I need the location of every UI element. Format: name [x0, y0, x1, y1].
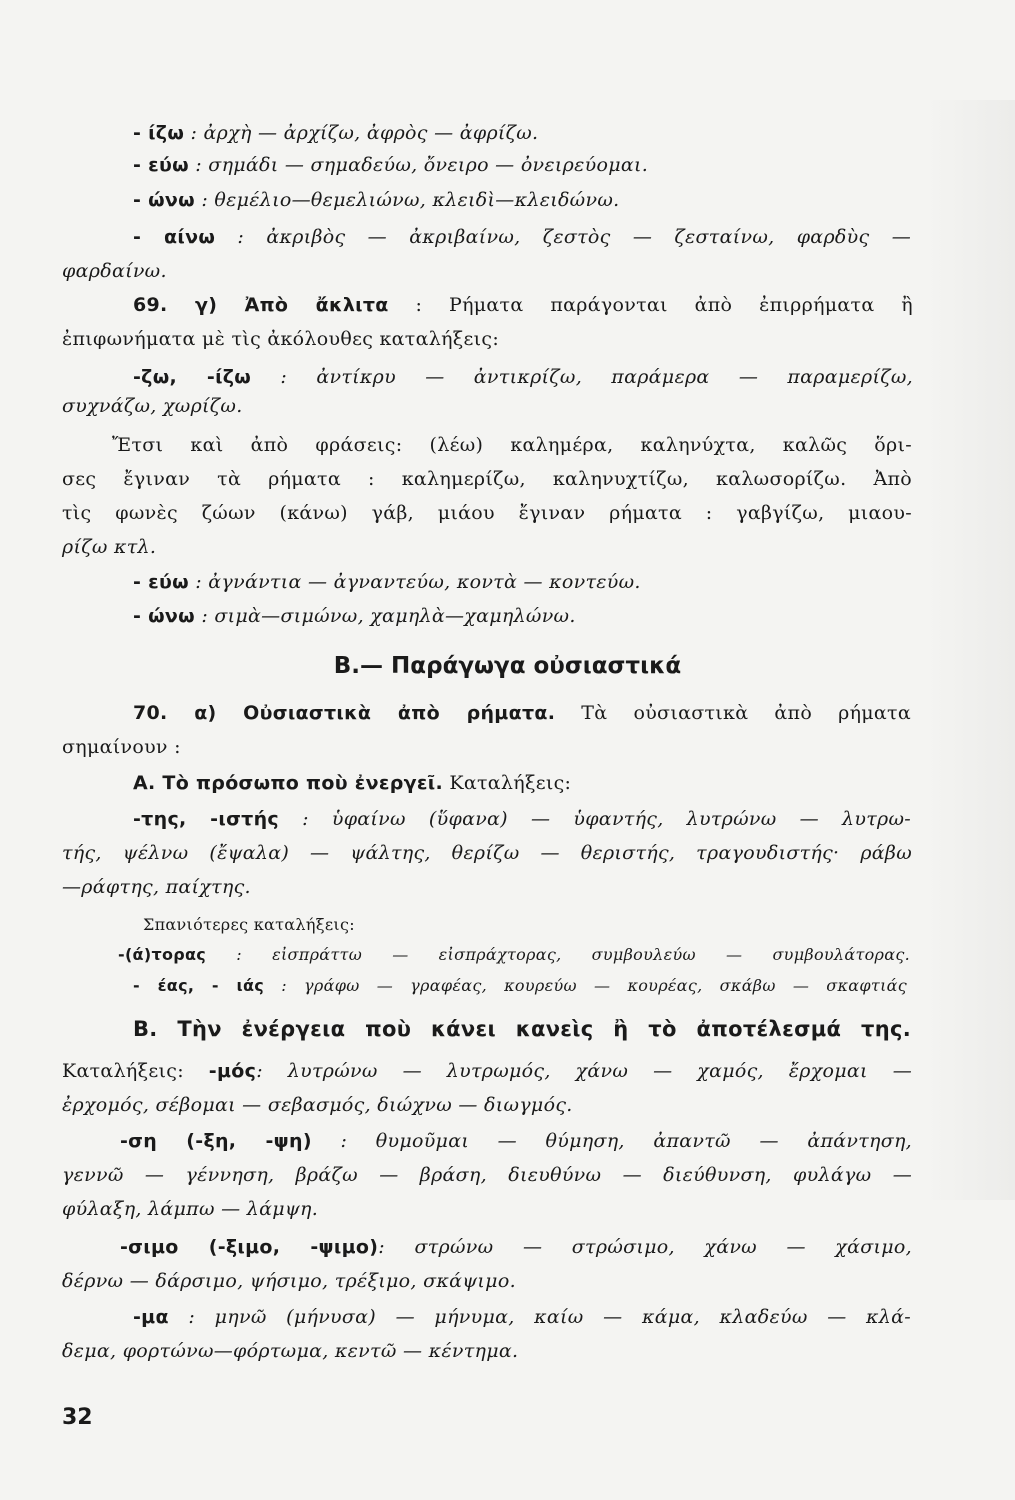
text-line: -της, -ιστής : ὑφαίνω (ὕφανα) — ὑφαντής, λυτρώνω — λυτρω-	[133, 808, 912, 830]
text-line: - εύω : σημάδι — σημαδεύω, ὄνειρο — ὀνειρεύομαι.	[133, 154, 649, 176]
text-line: - εύω : ἀγνάντια — ἀγναντεύω, κοντὰ — κοντεύω.	[133, 571, 641, 593]
text-line: 70. α) Οὐσιαστικὰ ἀπὸ ρήματα. Τὰ οὐσιαστικὰ ἀπὸ ρήματα	[133, 702, 911, 724]
text-line: -σιμο (-ξιμο, -ψιμο): στρώνω — στρώσιμο, χάνω — χάσιμο,	[120, 1236, 912, 1258]
text-line: - ώνω : θεμέλιο—θεμελιώνω, κλειδὶ—κλειδώνω.	[133, 189, 620, 211]
section-heading: Β.— Παράγωγα οὐσιαστικά	[333, 653, 682, 679]
text-line: -ζω, -ίζω : ἀντίκρυ — ἀντικρίζω, παράμερα — παραμερίζω,	[133, 366, 913, 388]
text-line: ἐρχομός, σέβομαι — σεβασμός, διώχνω — διωγμός.	[62, 1094, 573, 1116]
text-line: Καταλήξεις: -μός: λυτρώνω — λυτρωμός, χάνω — χαμός, ἔρχομαι —	[62, 1060, 912, 1082]
text-line: Α. Τὸ πρόσωπο ποὺ ἐνεργεῖ. Καταλήξεις:	[133, 772, 572, 794]
text-line: δέρνω — δάρσιμο, ψήσιμο, τρέξιμο, σκάψιμο.	[62, 1270, 516, 1292]
text-line: τής, ψέλνω (ἔψαλα) — ψάλτης, θερίζω — θεριστής, τραγουδιστής· ράβω	[62, 842, 912, 864]
paper-shadow	[925, 100, 1015, 1200]
text-line: συχνάζω, χωρίζω.	[62, 395, 243, 417]
text-line: γεννῶ — γέννηση, βράζω — βράση, διευθύνω — διεύθυνση, φυλάγω —	[62, 1164, 912, 1186]
page-number: 32	[62, 1405, 93, 1430]
text-line: —ράφτης, παίχτης.	[62, 876, 251, 898]
text-line: -ση (-ξη, -ψη) : θυμοῦμαι — θύμηση, ἀπαντῶ — ἀπάντηση,	[120, 1130, 913, 1152]
text-line: Ἔτσι καὶ ἀπὸ φράσεις: (λέω) καλημέρα, καληνύχτα, καλῶς ὅρι-	[112, 434, 912, 456]
subsection-heading: Β. Τὴν ἐνέργεια ποὺ κάνει κανεὶς ἢ τὸ ἀποτέλεσμά της.	[133, 1017, 911, 1041]
text-line: σημαίνουν :	[62, 736, 181, 758]
text-line: τὶς φωνὲς ζώων (κάνω) γάβ, μιάου ἔγιναν ρήματα : γαβγίζω, μιαου-	[62, 502, 912, 524]
text-line: - αίνω : ἀκριβὸς — ἀκριβαίνω, ζεστὸς — ζεσταίνω, φαρδὺς —	[133, 226, 911, 248]
text-line: φαρδαίνω.	[62, 260, 167, 282]
text-line: - ώνω : σιμὰ—σιμώνω, χαμηλὰ—χαμηλώνω.	[133, 605, 576, 627]
text-line: - έας, - ιάς : γράφω — γραφέας, κουρεύω — κουρέας, σκάβω — σκαφτιάς	[133, 976, 908, 995]
text-line: ἐπιφωνήματα μὲ τὶς ἀκόλουθες καταλήξεις:	[62, 328, 500, 350]
rare-endings-title: Σπανιότερες καταλήξεις:	[143, 915, 355, 934]
text-line: δεμα, φορτώνω—φόρτωμα, κεντῶ — κέντημα.	[62, 1340, 519, 1362]
text-line: σες ἔγιναν τὰ ρήματα : καλημερίζω, καληνυχτίζω, καλωσορίζω. Ἀπὸ	[62, 468, 912, 490]
text-line: - ίζω : ἀρχὴ — ἀρχίζω, ἀφρὸς — ἀφρίζω.	[133, 122, 539, 144]
text-line: 69. γ) Ἀπὸ ἄκλιτα : Ρήματα παράγονται ἀπὸ ἐπιρρήματα ἢ	[133, 294, 913, 316]
text-line: -μα : μηνῶ (μήνυσα) — μήνυμα, καίω — κάμα, κλαδεύω — κλά-	[133, 1306, 911, 1328]
text-line: ρίζω κτλ.	[62, 536, 157, 558]
text-line: φύλαξη, λάμπω — λάμψη.	[62, 1198, 319, 1220]
text-line: -(ά)τορας : εἰσπράττω — εἰσπράχτορας, συμβουλεύω — συμβουλάτορας.	[118, 945, 910, 964]
